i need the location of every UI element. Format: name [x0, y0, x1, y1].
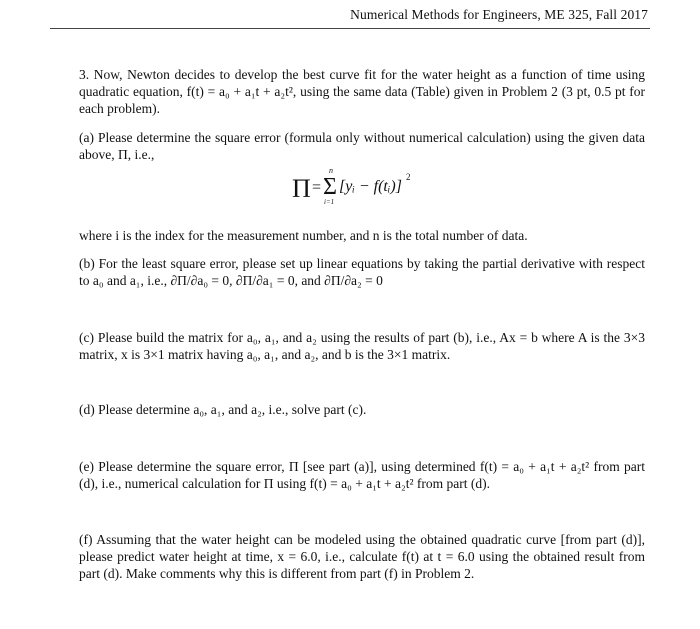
- formula-lower-limit: i=1: [324, 198, 335, 206]
- part-a-text: (a) Please determine the square error (formula only without numerical calculation) using the given data above, Π, i.e.,: [79, 130, 645, 162]
- part-f-text: (f) Assuming that the water height can be modeled using the obtained quadratic curve [from part (d)], please predict water height at time, x = 6.0, i.e., calculate f(t) at t = 6.0 using the obtained result from part (d). Make comments why this is different from part (f) in Problem 2.: [79, 532, 645, 581]
- formula-pi-symbol: Π: [292, 174, 311, 203]
- part-b-text: (b) For the least square error, please set up linear equations by taking the partial derivative with respect to a₀ and a₁, i.e., ∂Π/∂a₀ = 0, ∂Π/∂a₁ = 0, and ∂Π/∂a₂ = 0: [79, 256, 645, 288]
- formula-upper-limit: n: [329, 166, 333, 175]
- square-error-formula: [292, 166, 442, 216]
- part-c-text: (c) Please build the matrix for a₀, a₁, and a₂ using the results of part (b), i.e., Ax = b where A is the 3×3 matrix, x is 3×1 matrix having a₀, a₁, and a₂, and b is the 3×1 matrix.: [79, 330, 645, 362]
- part-d-text: (d) Please determine a₀, a₁, and a₂, i.e., solve part (c).: [79, 402, 367, 417]
- problem-intro: 3. Now, Newton decides to develop the best curve fit for the water height as a function of time using quadratic equation, f(t) = a₀ + a₁t + a₂t², using the same data (Table) given in Problem 2 (3 pt, 0.5 pt for each problem).: [79, 67, 645, 116]
- where-text: where i is the index for the measurement number, and n is the total number of data.: [79, 228, 528, 243]
- formula-equals: =: [312, 179, 322, 196]
- header-divider: [50, 28, 650, 29]
- formula-sigma: Σ: [323, 174, 337, 200]
- formula-exponent: 2: [406, 172, 411, 182]
- page-header: Numerical Methods for Engineers, ME 325, Fall 2017: [350, 7, 648, 22]
- formula-body: [yᵢ − f(tᵢ)]: [339, 178, 402, 195]
- part-e-text: (e) Please determine the square error, Π [see part (a)], using determined f(t) = a₀ + a₁t + a₂t² from part (d), i.e., numerical calculation for Π using f(t) = a₀ + a₁t + a₂t² from part (d).: [79, 459, 645, 491]
